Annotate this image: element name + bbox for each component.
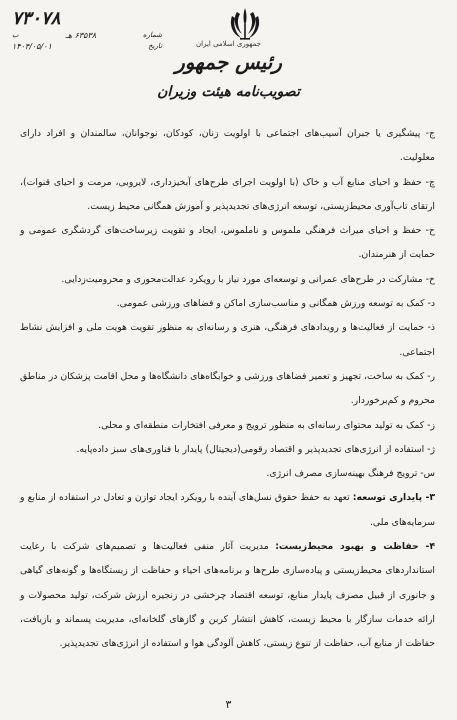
clause-zhe: ژ- استفاده از انرژی‌های تجدیدپذیر و اقتصاد رقومی(دیجیتال) پایدار با فناوری‌های سبز داده‌پایه. — [76, 443, 435, 455]
clause-je: ج- پیشگیری یا جبران آسیب‌های اجتماعی با اولویت زنان، کودکان، نوجوانان، سالمندان و افراد دارای معلولیت. — [20, 128, 435, 164]
letter-number: ۷۳۰۷۸ — [12, 8, 61, 29]
clause-sin: س- ترویج فرهنگ بهینه‌سازی مصرف انرژی. — [266, 468, 435, 480]
clause-zal: ذ- حمایت از فعالیت‌ها و رویدادهای فرهنگی، هنری و رسانه‌ای به منظور تقویت هویت ملی و افزایش نشاط اجتماعی. — [20, 322, 435, 358]
clause-khe: خ- مشارکت در طرح‌های عمرانی و توسعه‌ای مورد نیاز با رویکرد عدالت‌محوری و محرومیت‌زدایی. — [61, 273, 435, 285]
ref-label: ب — [12, 31, 19, 39]
section-4-heading: ۴- حفاظت و بهبود محیط‌زیست: — [275, 541, 435, 553]
date-value: ۱۴۰۴/۰۵/۰۱ — [12, 42, 52, 51]
letterhead-subtitle: تصویب‌نامه هیئت وزیران — [157, 84, 300, 100]
letterhead-title: رئیس جمهور — [175, 50, 282, 74]
ref-row — [12, 31, 162, 40]
document-body — [20, 122, 435, 657]
clause-che: چ- حفظ و احیای منابع آب و خاک (با اولویت اجرای طرح‌های آبخیزداری، لایروبی، مرمت و احیای قنوات)، ارتقای تاب‌آوری محیط‌زیستی، توسعه انرژی‌های تجدیدپذیر و آموزش همگانی محیط زیست. — [20, 176, 435, 212]
clause-re: ر- کمک به ساخت، تجهیز و تعمیر فضاهای ورزشی و خوابگاه‌های دانشگاه‌ها و محل اقامت پزشکان در مناطق محروم و کم‌برخوردار. — [20, 370, 435, 407]
ref-value: ۶۳۵۳۸ هـ — [65, 31, 97, 40]
section-3: ۳- پایداری توسعه: تعهد به حفظ حقوق نسل‌های آینده با رویکرد ایجاد توازن و تعادل در استفاده از منابع و سرمایه‌های ملی. — [20, 492, 435, 528]
republic-label: جمهوری اسلامی ایران — [196, 40, 261, 48]
clause-ze: ز- کمک به تولید محتوای رسانه‌ای به منظور ترویج و معرفی افتخارات منطقه‌ای و محلی. — [98, 419, 435, 431]
section-4: ۴- حفاظت و بهبود محیط‌زیست: مدیریت آثار منفی فعالیت‌ها و تصمیم‌های شرکت با رعایت استانداردهای محیط‌زیستی و پیاده‌سازی طرح‌ها و برنامه‌های احیاء و حفاظت از زیستگاه‌ها و گونه‌های گیاهی و جانوری از قبیل مصرف پایدار منابع، توسعه اقتصاد چرخشی در زنجیره ارزش شرکت، تولید محصولات و ارائه خدمات سازگار با محیط زیست، کاهش انتشار کربن و گازهای گلخانه‌ای، مدیریت پسماند و بازیافت، حفاظت از منابع آب، حفاظت از تنوع زیستی، کاهش آلودگی هوا و استفاده از انرژی‌های تجدیدپذیر. — [20, 541, 435, 650]
section-3-heading: ۳- پایداری توسعه: — [352, 492, 435, 504]
iran-emblem-icon — [228, 6, 262, 42]
clause-dal: د- کمک به توسعه ورزش همگانی و مناسب‌سازی اماکن و فضاهای ورزشی عمومی. — [116, 298, 435, 310]
date-label: تاریخ — [148, 42, 162, 50]
page-number: ۳ — [225, 698, 232, 711]
number-label: شماره — [142, 31, 162, 39]
clause-he: ح- حفظ و احیای میراث فرهنگی ملموس و ناملموس، ایجاد و تقویت زیرساخت‌های گردشگری عمومی و حمایت از هنرمندان. — [20, 225, 435, 261]
